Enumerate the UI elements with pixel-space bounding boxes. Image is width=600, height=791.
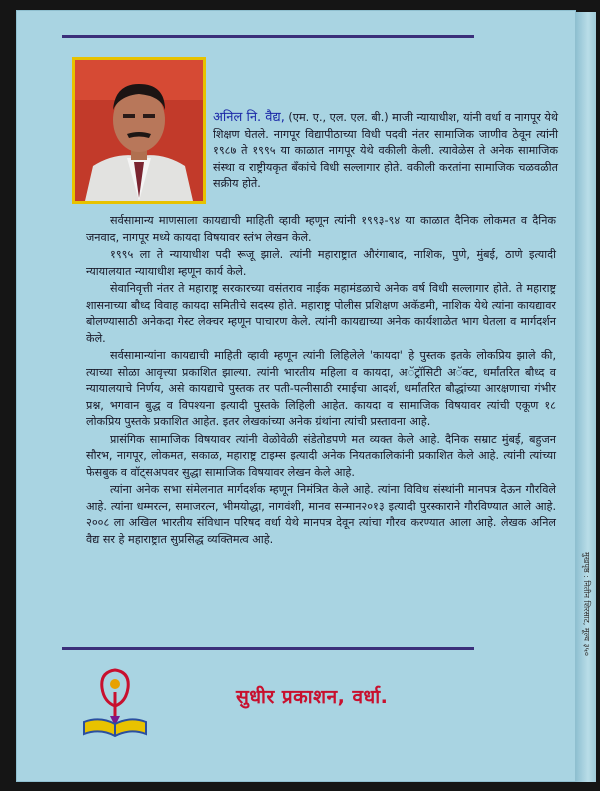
biography-body <box>86 213 556 549</box>
author-intro-text: (एम. ए., एल. एल. बी.) माजी न्यायाधीश, यांनी वर्धा व नागपूर येथे शिक्षण घेतले. नागपूर विद्यापीठाच्या विधी पदवी नंतर सामाजिक जाणीव ठेवून त्यांनी १९८७ ते १९९५ या काळात नागपूर येथे वकीली केली. त्यावेळेस ते अनेक सामाजिक संस्था व राष्ट्रीयकृत बँकांचे विधी सल्लागार होते. वकीली करतांना सामाजिक चळवळीत सक्रीय होते. <box>213 111 559 190</box>
bio-paragraph: सर्वसामान्यांना कायद्याची माहिती व्हावी म्हणून त्यांनी लिहिलेले 'कायदा' हे पुस्तक इतके लोकप्रिय झाले की, त्याच्या सोळा आवृत्त्या प्रकाशित झाल्या. त्यांनी भारतीय महिला व कायदा, अॅट्रॉसिटी अॅक्ट, धर्मांतरित बौध्द व न्यायालयाचे निर्णय, असे कायद्याचे पुस्तक तर पती-पत्नीसाठी रमाईचा आदर्श, धर्मांतरित बौद्धांच्या आरक्षणाचा गंभीर प्रश्न, भगवान बुद्ध व विपश्यना इत्यादी पुस्तके लिहिली आहेत. कायदा व सामाजिक विषयावर त्यांची एकूण १८ लोकप्रिय पुस्तके प्रकाशित आहेत. इतर लेखकांच्या अनेक ग्रंथांना त्यांची प्रस्तावना आहे. <box>86 349 556 428</box>
bio-paragraph: प्रासंगिक सामाजिक विषयावर त्यांनी वेळोवेळी संडेतोडपणे मत व्यक्त केले आहे. दैनिक सम्राट मुंबई, बहुजन सौरभ, नागपूर, लोकमत, सकाळ, महाराष्ट्र टाइम्स इत्यादी अनेक नियतकालिकांनी प्रकाशित केले आहे. त्यांनी त्यांच्या फेसबुक व वॉट्सअपवर सुद्धा सामाजिक विषयावर लेखन केले आहे. <box>86 432 556 479</box>
author-intro <box>213 110 558 193</box>
bio-paragraph: सेवानिवृत्ती नंतर ते महाराष्ट्र सरकारच्या वसंतराव नाईक महामंडळाचे अनेक वर्ष विधी सल्लागार होते. ते महाराष्ट्र शासनाच्या बौध्द विवाह कायदा समितीचे सदस्य होते. महाराष्ट्र पोलीस प्रशिक्षण अकॅडमी, नाशिक येथे त्यांना कायद्यावर बोलण्यासाठी अनेकदा गेस्ट लेक्चर म्हणून पाचारण केले. त्यांनी कायद्याच्या अनेक कार्यशाळेत भाग घेतला व मार्गदर्शन केले. <box>86 282 556 345</box>
author-portrait-icon <box>75 60 203 201</box>
author-name: अनिल नि. वैद्य, <box>213 110 285 125</box>
bio-paragraph: त्यांना अनेक सभा संमेलनात मार्गदर्शक म्हणून निमंत्रित केले आहे. त्यांना विविध संस्थांनी मानपत्र देऊन गौरविले आहे. त्यांना धम्मरत्न, समाजरत्न, भीमयोद्धा, नागवंशी, मानव सन्मान२०१३ इत्यादी पुरस्काराने गौरविण्यात आले आहे. २००८ ला अखिल भारतीय संविधान परिषद वर्धा येथे मानपत्र देवून त्यांचा गौरव करण्यात आला आहे. लेखक अनिल वैद्य सर हे महाराष्ट्रात सुप्रसिद्ध व्यक्तिमत्व आहे. <box>86 483 556 546</box>
bottom-rule <box>62 647 474 650</box>
spine-credit: मुखपृष्ठ : नितीन शिरसाट, मूल्य ३५० <box>582 552 591 656</box>
bio-paragraph: सर्वसामान्य माणसाला कायद्याची माहिती व्हावी म्हणून त्यांनी १९९३-९४ या काळात दैनिक लोकमत व दैनिक जनवाद, नागपूर मध्ये कायदा विषयावर स्तंभ लेखन केले. <box>86 214 556 244</box>
book-spine <box>576 12 596 782</box>
top-rule <box>62 35 474 38</box>
publisher-name: सुधीर प्रकाशन, वर्धा. <box>236 686 389 708</box>
book-pen-logo-icon <box>80 662 150 740</box>
author-photo <box>72 57 206 204</box>
publisher-logo <box>80 662 150 740</box>
bio-paragraph: १९९५ ला ते न्यायाधीश पदी रूजू झाले. त्यांनी महाराष्ट्रात औरंगाबाद, नाशिक, पुणे, मुंबई, ठाणे इत्यादी न्यायालयात न्यायाधीश म्हणून कार्य केले. <box>86 248 556 278</box>
